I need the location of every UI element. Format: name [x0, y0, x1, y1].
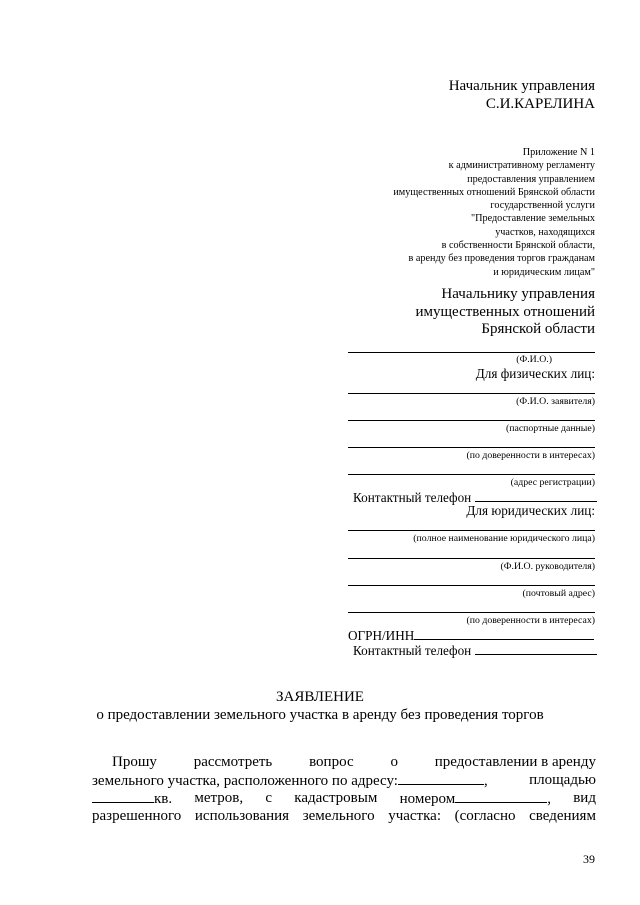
passport-field[interactable]	[348, 420, 595, 421]
registration-address-caption: (адрес регистрации)	[510, 477, 595, 488]
registration-address-field[interactable]	[348, 474, 595, 475]
phone-label: Контактный телефон	[353, 490, 472, 505]
page-number: 39	[583, 852, 595, 866]
legal-name-field[interactable]	[348, 530, 595, 531]
postal-address-caption: (почтовый адрес)	[522, 588, 595, 599]
header-name: С.И.КАРЕЛИНА	[485, 96, 595, 112]
phone-field[interactable]	[475, 489, 597, 502]
individuals-heading: Для физических лиц:	[475, 366, 595, 381]
body-word: вопрос	[309, 754, 354, 770]
body-word: кадастровым	[294, 790, 378, 806]
proxy-legal-caption: (по доверенности в интересах)	[466, 615, 595, 626]
body-text: ,	[547, 791, 551, 807]
body-line-2	[92, 771, 596, 789]
addressee-block	[415, 286, 595, 339]
ogrn-label: ОГРН/ИНН	[348, 628, 415, 643]
body-segment	[400, 789, 551, 807]
annex-line: государственной услуги	[490, 200, 595, 212]
body-text: ,	[483, 773, 488, 789]
body-word: (согласно	[454, 808, 516, 824]
annex-line: в аренду без проведения торгов гражданам	[408, 253, 595, 265]
director-fio-field[interactable]	[348, 558, 595, 559]
body-text: номером	[399, 791, 456, 807]
header-position: Начальник управления	[448, 78, 595, 94]
body-word: метров,	[194, 790, 244, 806]
body-line-1	[112, 753, 596, 771]
address-field[interactable]	[398, 771, 484, 785]
legal-name-caption: (полное наименование юридического лица)	[413, 533, 595, 544]
body-line-3	[92, 789, 596, 807]
phone-row-2	[353, 642, 597, 658]
annex-line: участков, находящихся	[495, 226, 595, 238]
applicant-fio-caption: (Ф.И.О. заявителя)	[516, 396, 595, 407]
body-word: Прошу	[112, 754, 157, 770]
body-word: использования	[194, 808, 290, 824]
annex-line: предоставления управлением	[467, 173, 595, 185]
passport-caption: (паспортные данные)	[505, 423, 595, 434]
body-word: площадью	[529, 772, 596, 788]
applicant-fio-field[interactable]	[348, 393, 595, 394]
director-fio-caption: (Ф.И.О. руководителя)	[500, 561, 595, 572]
phone-label: Контактный телефон	[353, 643, 472, 658]
proxy-legal-field[interactable]	[348, 612, 595, 613]
fio-field[interactable]	[348, 352, 595, 353]
proxy-individual-caption: (по доверенности в интересах)	[466, 450, 595, 461]
annex-line: имущественных отношений Брянской области	[393, 186, 595, 198]
body-word: участка:	[388, 808, 441, 824]
body-segment	[92, 789, 172, 807]
annex-block	[265, 146, 595, 279]
addressee-line: имущественных отношений	[415, 303, 595, 320]
ogrn-row	[348, 627, 594, 643]
fio-caption: (Ф.И.О.)	[516, 354, 552, 365]
addressee-line: Брянской области	[481, 321, 595, 337]
body-word: рассмотреть	[193, 754, 273, 770]
body-text: земельного участка, расположенного по адресу:	[92, 773, 398, 789]
annex-line: и юридическим лицам"	[493, 266, 595, 278]
body-word: разрешенного	[92, 808, 182, 824]
postal-address-field[interactable]	[348, 585, 595, 586]
statement-subtitle: о предоставлении земельного участка в аренду без проведения торгов	[96, 707, 544, 723]
body-word: сведениям	[529, 808, 596, 824]
annex-line: в собственности Брянской области,	[441, 240, 595, 252]
annex-line: "Предоставление земельных	[470, 213, 595, 225]
body-paragraph	[112, 753, 596, 771]
ogrn-field[interactable]	[414, 627, 594, 640]
area-field[interactable]	[92, 789, 154, 803]
body-word: предоставлении в аренду	[434, 754, 596, 770]
cadastral-number-field[interactable]	[455, 789, 547, 803]
annex-line: к административному регламенту	[448, 160, 595, 172]
body-word: вид	[573, 790, 596, 806]
addressee-line: Начальнику управления	[441, 286, 595, 302]
body-word: с	[265, 790, 273, 806]
phone-field[interactable]	[475, 642, 597, 655]
legal-heading: Для юридических лиц:	[466, 503, 595, 518]
body-segment	[92, 771, 488, 789]
body-line-4	[92, 807, 596, 825]
statement-title: ЗАЯВЛЕНИЕ	[276, 689, 364, 705]
proxy-individual-field[interactable]	[348, 447, 595, 448]
annex-line: Приложение N 1	[522, 147, 595, 158]
body-text: кв.	[154, 791, 173, 807]
body-word: о	[390, 754, 398, 770]
body-paragraph-cont	[92, 771, 596, 825]
body-word: земельного	[302, 808, 375, 824]
